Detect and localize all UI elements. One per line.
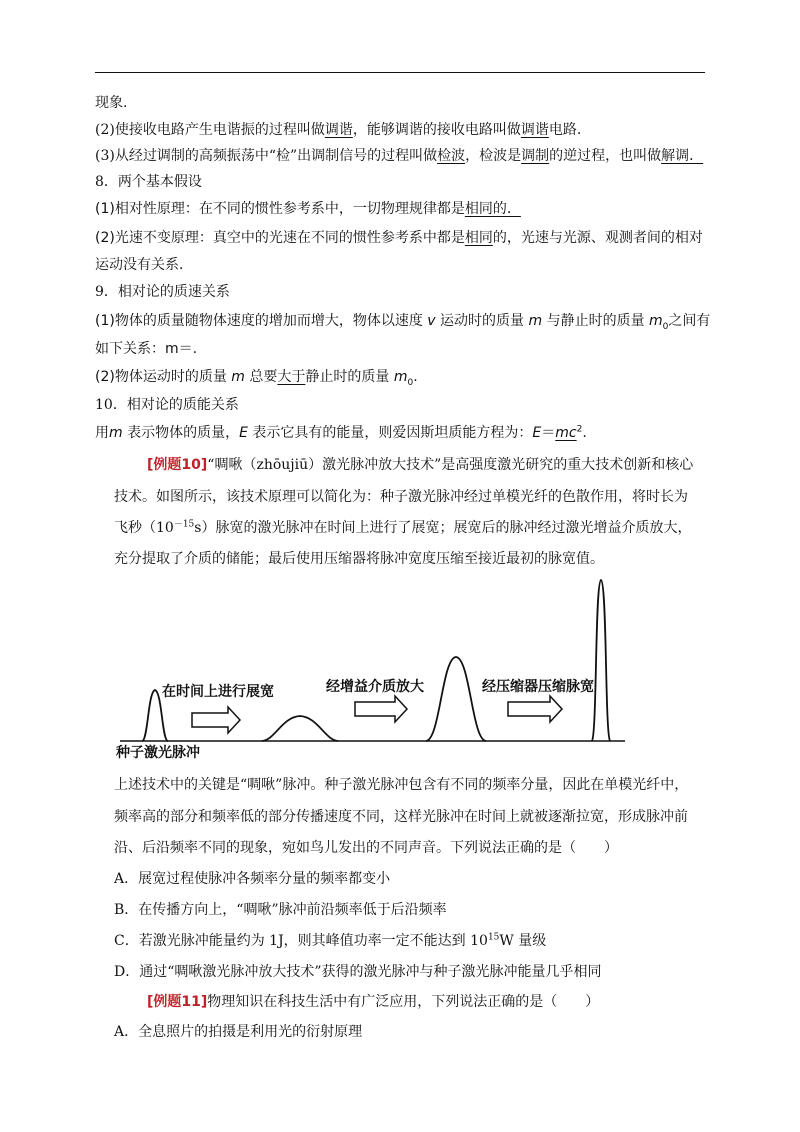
text-line: 飞秒$(10^{-15}s)$脉宽的激光脉冲在时间上进行了展宽；展宽后的脉冲经过激光增益介质放大，	[114, 519, 692, 536]
compressed-pulse	[592, 580, 610, 741]
text-line: 现象.	[95, 95, 128, 111]
option-a: A．展宽过程使脉冲各频率分量的频率都变小	[114, 871, 391, 887]
label-amplify: 经增益介质放大	[326, 679, 424, 695]
amplified-pulse	[426, 657, 486, 741]
stretched-pulse	[262, 716, 338, 741]
option-c: C．若激光脉冲能量约为 1J，则其峰值功率一定不能达到 $10^{15}W$ 量级	[114, 932, 547, 949]
label-stretch: 在时间上进行展宽	[162, 684, 274, 700]
text-line: 上述技术中的关键是“啁啾”脉冲。种子激光脉冲包含有不同的频率分量，因此在单模光纤中，	[114, 777, 689, 793]
section-heading: 8．两个基本假设	[95, 174, 202, 190]
label-compress: 经压缩器压缩脉宽	[482, 679, 594, 695]
text-line: (3)从经过调制的高频振荡中“检”出调制信号的过程叫做检波，检波是调制的逆过程，也叫做解调．	[95, 148, 704, 164]
option-a: A．全息照片的拍摄是利用光的衍射原理	[114, 1024, 363, 1040]
text-line: (1)相对性原理：在不同的惯性参考系中，一切物理规律都是相同的．	[95, 201, 521, 217]
section-heading: 10．相对论的质能关系	[95, 397, 239, 413]
section-heading: 9．相对论的质速关系	[95, 284, 230, 300]
label-seed: 种子激光脉冲	[116, 745, 200, 761]
arrow-icon	[355, 696, 407, 722]
text-line: 充分提取了介质的储能；最后使用压缩器将脉冲宽度压缩至接近最初的脉宽值。	[114, 551, 604, 567]
text-line: (2)物体运动时的质量 m 总要大于静止时的质量 $m_0$.	[95, 369, 418, 388]
text-line: (1)物体的质量随物体速度的增加而增大，物体以速度 v 运动时的质量 m 与静止时的质量 $m_0$之间有	[95, 313, 711, 332]
text-line: 如下关系：m＝.	[95, 341, 198, 357]
text-line: (2)光速不变原理：真空中的光速在不同的惯性参考系中都是相同的，光速与光源、观测者间的相对	[95, 230, 703, 246]
option-b: B．在传播方向上，“啁啾”脉冲前沿频率低于后沿频率	[114, 902, 447, 918]
text-line: 技术。如图所示，该技术原理可以简化为：种子激光脉冲经过单模光纤的色散作用，将时长为	[114, 489, 688, 505]
text-line: 运动没有关系．	[95, 257, 193, 273]
text-line: 用m 表示物体的质量，E 表示它具有的能量，则爱因斯坦质能方程为：$E=mc^2$.	[95, 424, 587, 441]
arrow-icon	[508, 696, 562, 722]
chirped-pulse-figure	[110, 572, 640, 762]
text-line: 频率高的部分和频率低的部分传播速度不同，这样光脉冲在时间上就被逐渐拉宽，形成脉冲前	[114, 809, 688, 825]
example-11-intro: [例题11]物理知识在科技生活中有广泛应用，下列说法正确的是（ ）	[147, 994, 600, 1010]
text-line: 沿、后沿频率不同的现象，宛如鸟儿发出的不同声音。下列说法正确的是（ ）	[114, 840, 618, 856]
option-d: D．通过“啁啾激光脉冲放大技术”获得的激光脉冲与种子激光脉冲能量几乎相同	[114, 964, 602, 980]
header-rule	[95, 72, 705, 73]
text-line: (2)使接收电路产生电谐振的过程叫做调谐，能够调谐的接收电路叫做调谐电路.	[95, 122, 582, 138]
arrow-icon	[192, 707, 240, 733]
example-10-intro: [例题10]“啁啾（zhōujiū）激光脉冲放大技术”是高强度激光研究的重大技术创新和核心	[147, 457, 694, 473]
